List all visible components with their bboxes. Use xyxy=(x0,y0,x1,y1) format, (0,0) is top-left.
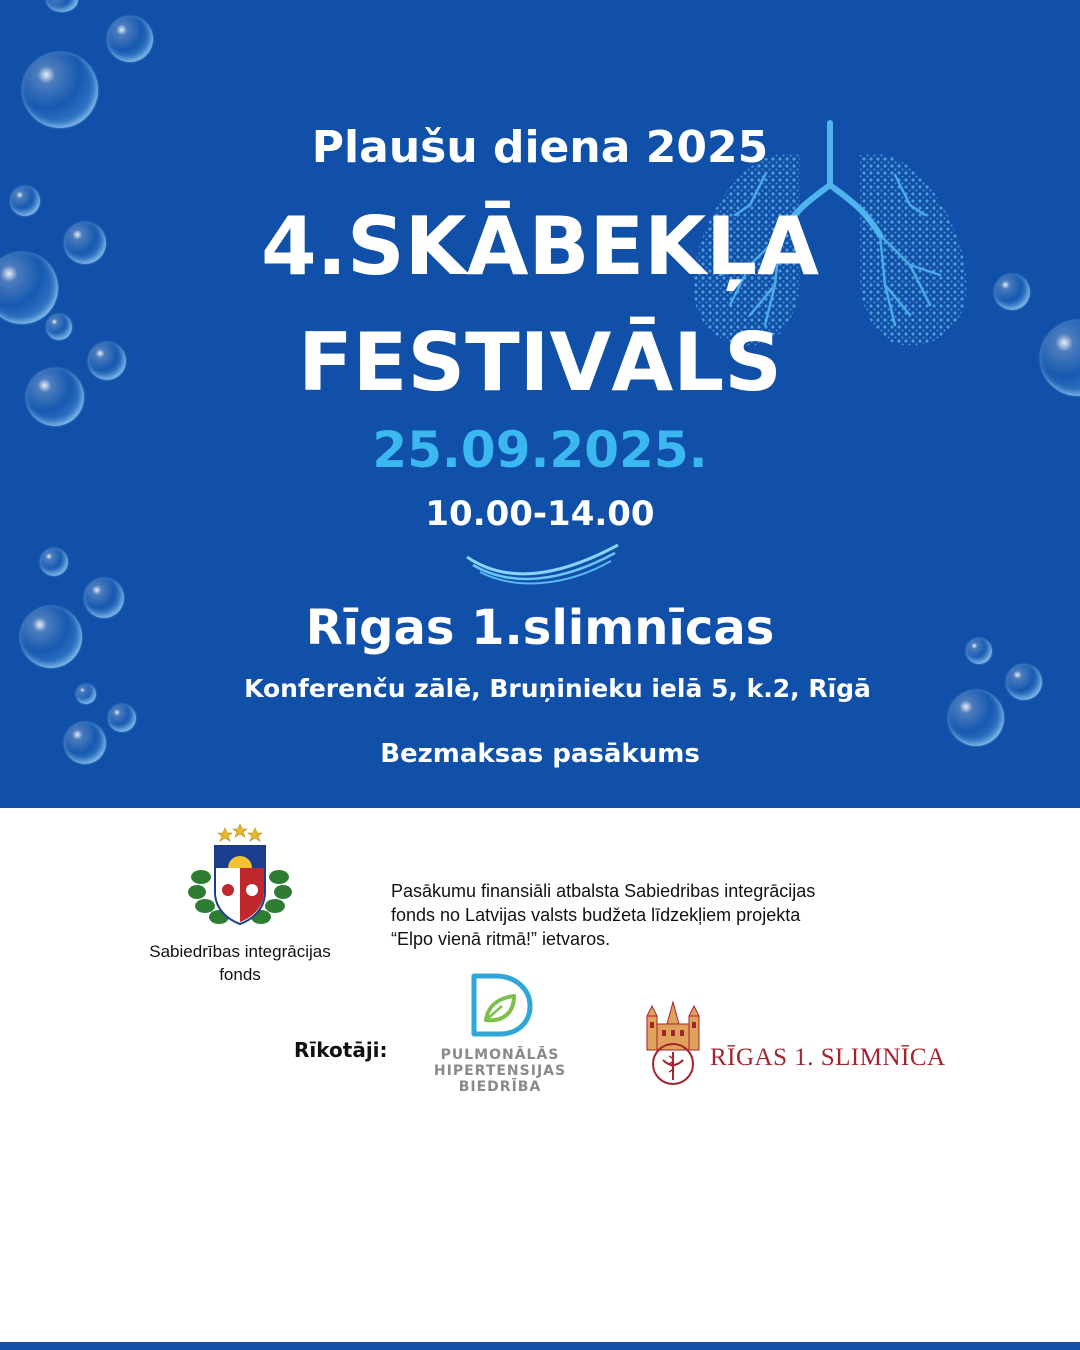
funding-line2: fonds no Latvijas valsts budžeta līdzekļiem projekta xyxy=(391,905,801,925)
heart-leaf-icon xyxy=(466,972,536,1040)
event-venue: Rīgas 1.slimnīcas xyxy=(305,600,775,656)
hospital-building-icon xyxy=(643,998,703,1088)
bubble-icon xyxy=(46,0,78,12)
bubble-icon xyxy=(108,704,136,732)
event-date: 25.09.2025. xyxy=(372,421,708,479)
footer-bar xyxy=(0,1342,1080,1350)
sponsor-label xyxy=(130,940,350,986)
association-name-line2: HIPERTENSIJAS xyxy=(433,1063,567,1079)
association-name-line3: BIEDRĪBA xyxy=(458,1079,542,1095)
funding-line3: “Elpo vienā ritmā!” ietvaros. xyxy=(391,929,611,949)
bubble-icon xyxy=(107,16,153,62)
event-admission: Bezmaksas pasākums xyxy=(380,739,700,769)
association-name-line1: PULMONĀLĀS xyxy=(440,1047,560,1063)
event-subtitle: Plaušu diena 2025 xyxy=(311,122,769,173)
funding-statement xyxy=(391,879,931,951)
bubble-icon xyxy=(40,548,68,576)
sponsor-label-line2: fonds xyxy=(219,965,261,984)
sponsor-label-line1: Sabiedrības integrācijas xyxy=(149,942,331,961)
bubble-icon xyxy=(22,52,98,128)
event-title-line1: 4.SKĀBEKĻA xyxy=(260,200,820,293)
funding-line1: Pasākumu finansiāli atbalsta Sabiedribas integrācijas xyxy=(391,881,816,901)
event-title-line2: FESTIVĀLS xyxy=(298,316,782,409)
hospital-name: RĪGAS 1. SLIMNĪCA xyxy=(710,1044,946,1071)
event-address: Konferenču zālē, Bruņinieku ielā 5, k.2, Rīgā xyxy=(244,674,871,703)
event-time: 10.00-14.00 xyxy=(425,494,655,534)
organizers-label: Rīkotāji: xyxy=(294,1038,388,1062)
latvian-coat-of-arms-icon xyxy=(185,822,295,932)
association-name xyxy=(420,1047,580,1095)
wave-icon xyxy=(465,535,620,585)
